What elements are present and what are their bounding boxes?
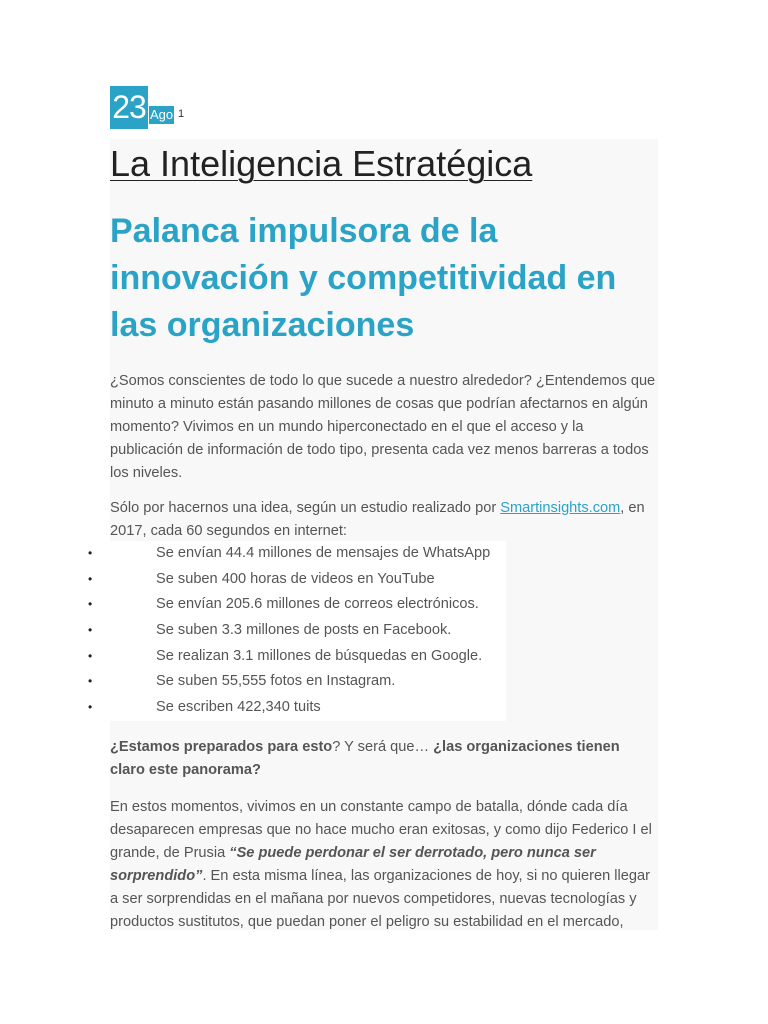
bullet-icon: • [88,623,93,638]
date-month: Ago [150,107,174,122]
list-item-text: Se envían 44.4 millones de mensajes de WhatsApp [156,545,491,561]
list-item-text: Se suben 55,555 fotos en Instagram. [156,673,396,690]
question-bold-1: ¿Estamos preparados para esto [110,739,333,755]
list-item [86,567,506,593]
list-item [86,695,506,721]
bullet-icon: • [88,546,93,560]
study-paragraph [110,497,658,543]
bullet-icon: • [88,700,93,715]
list-item [86,592,506,618]
list-item [86,644,506,670]
date-day: 23 [110,86,148,129]
question-bold-2: ¿las organizaciones tienen claro este panorama? [110,739,620,778]
study-text-after: , en 2017, cada 60 segundos en internet: [110,500,645,539]
battle-text-after: . En esta misma línea, las organizaciones de hoy, si no quieren llegar a ser sorprendidas en el mañana por nuevos competidores, nuevas tecnologías y productos sustitutos, que puedan poner el peligro su estabilidad en el mercado, [110,868,650,930]
list-item-text: Se suben 3.3 millones de posts en Facebook. [156,622,452,639]
stats-list [86,541,506,721]
battle-paragraph [110,796,658,934]
study-text-before: Sólo por hacernos una idea, según un estudio realizado por [110,500,501,516]
battle-text-before: En estos momentos, vivimos en un constante campo de batalla, dónde cada día desaparecen empresas que no hace mucho eran exitosas, y como dijo Federico I el grande, de Prusia [110,799,652,861]
list-item [86,541,506,567]
intro-paragraph: ¿Somos conscientes de todo lo que sucede a nuestro alrededor? ¿Entendemos que minuto a minuto están pasando millones de cosas que podrían afectarnos en algún momento? Vivimos en un mundo hiperconectado en el que el acceso y la publicación de información de todo tipo, presenta cada vez menos barreras a todos los niveles. [110,373,656,481]
bullet-icon: • [88,648,93,663]
list-item-text: Se envían 205.6 millones de correos electrónicos. [156,596,479,613]
question-paragraph [110,736,658,782]
question-middle: ? Y será que… [332,739,434,755]
date-extra: 1 [178,108,185,120]
bullet-icon: • [88,597,93,612]
post-title[interactable]: La Inteligencia Estratégica [110,143,533,184]
bullet-icon: • [88,674,93,689]
post-date [110,86,190,129]
list-item-text: Se realizan 3.1 millones de búsquedas en Google. [156,647,483,664]
list-item-text: Se escriben 422,340 tuits [156,699,321,716]
post-subtitle: Palanca impulsora de la innovación y competitividad en las organizaciones [110,212,617,344]
bullet-icon: • [88,571,93,586]
battle-quote: “Se puede perdonar el ser derrotado, pero nunca ser sorprendido” [110,845,596,884]
smartinsights-link[interactable]: Smartinsights.com [500,500,621,516]
list-item-text: Se suben 400 horas de videos en YouTube [156,570,435,587]
list-item [86,669,506,695]
list-item [86,618,506,644]
